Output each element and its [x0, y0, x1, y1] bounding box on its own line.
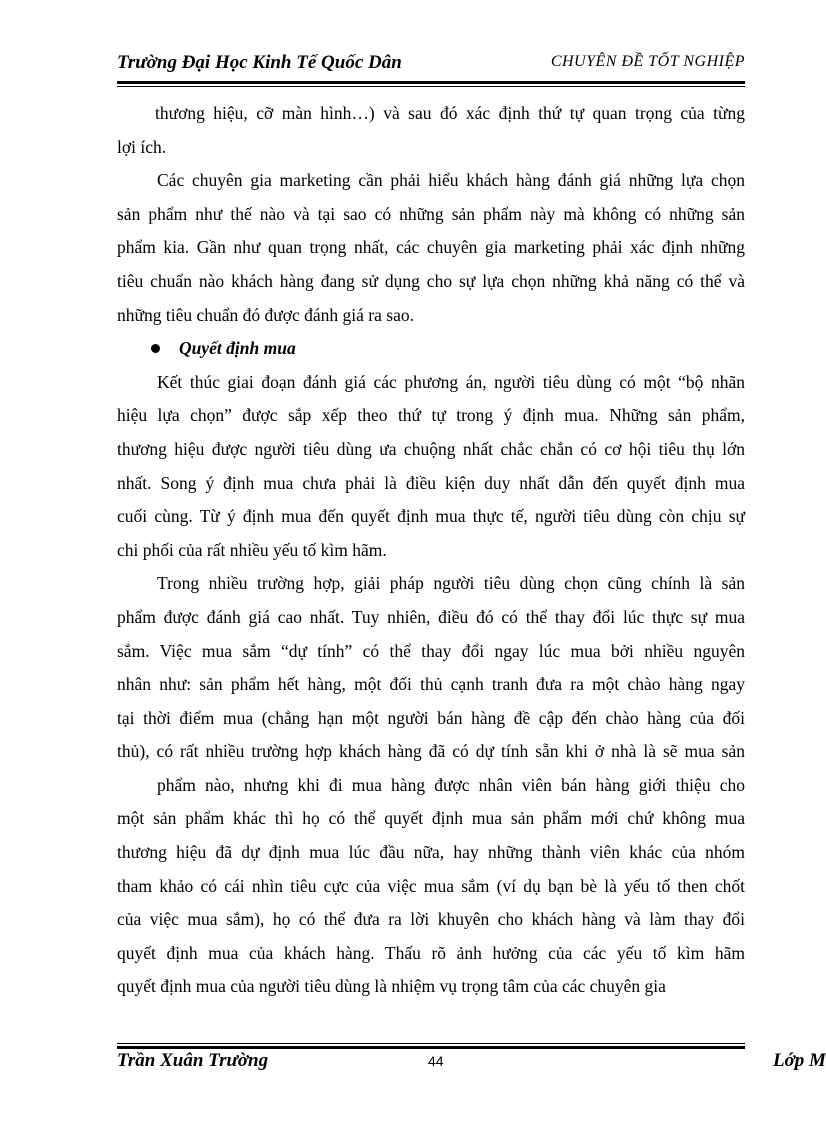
footer-rule-thin	[117, 1043, 745, 1044]
body-text	[117, 97, 745, 1004]
text-line: tiêu chuẩn nào khách hàng đang sử dụng cho sự lựa chọn những khả năng có thể và	[117, 270, 745, 291]
text-line: hiệu lựa chọn” được sắp xếp theo thứ tự trong ý định mua. Những sản phẩm,	[117, 405, 745, 426]
page-header	[117, 50, 745, 80]
header-thesis-title: CHUYÊN ĐỀ TỐT NGHIỆP	[550, 53, 745, 70]
text-line: phẩm kia. Gần như quan trọng nhất, các chuyên gia marketing phải xác định những	[117, 237, 745, 258]
header-university: Trường Đại Học Kinh Tế Quốc Dân	[117, 52, 402, 73]
text-line: cuối cùng. Từ ý định mua đến quyết định mua thực tế, người tiêu dùng còn chịu sự	[117, 506, 745, 527]
bullet-icon	[151, 344, 160, 353]
text-line: thương hiệu, cỡ màn hình…) và sau đó xác định thứ tự quan trọng của từng	[155, 103, 745, 123]
text-line: phẩm được đánh giá cao nhất. Tuy nhiên, điều đó có thể thay đổi lúc thực sự mua	[117, 606, 745, 627]
text-line: phẩm nào, nhưng khi đi mua hàng được nhân viên bán hàng giới thiệu cho	[157, 774, 745, 795]
text-line: những tiêu chuẩn đó được đánh giá ra sao.	[117, 304, 414, 325]
text-line: Kết thúc giai đoạn đánh giá các phương án, người tiêu dùng có một “bộ nhãn	[157, 371, 745, 392]
text-line: nhân như: sản phẩm hết hàng, một đối thủ cạnh tranh đưa ra một chào hàng ngay	[117, 674, 745, 695]
text-line: tại thời điểm mua (chẳng hạn một người bán hàng đề cập đến chào hàng của đối	[117, 707, 745, 728]
section-heading-label: Quyết định mua	[179, 338, 296, 359]
text-line: thương hiệu được người tiêu dùng ưa chuộng nhất chắc chắn có cơ hội tiêu thụ lớn	[117, 438, 745, 459]
text-line: quyết định mua của khách hàng. Thấu rõ ảnh hưởng của các yếu tố kìm hãm	[117, 942, 745, 963]
text-line: của việc mua sắm), họ có thể đưa ra lời khuyên cho khách hàng và làm thay đổi	[117, 909, 745, 930]
text-line: chi phối của rất nhiều yếu tố kìm hãm.	[117, 539, 387, 560]
text-line: nhất. Song ý định mua chưa phải là điều kiện duy nhất dẫn đến quyết định mua	[117, 472, 745, 493]
page-number: 44	[428, 1053, 444, 1069]
text-line: một sản phẩm khác thì họ có thể quyết định mua sản phẩm mới chứ không mua	[117, 808, 745, 829]
text-line: sắm. Việc mua sắm “dự tính” có thể thay đổi ngay lúc mua bởi nhiều nguyên	[117, 640, 745, 661]
text-line: tham khảo có cái nhìn tiêu cực của việc mua sắm (ví dụ bạn bè là yếu tố then chốt	[117, 875, 745, 896]
text-line: thủ), có rất nhiều trường hợp khách hàng đã có dự tính sẵn khi ở nhà là sẽ mua sản	[117, 741, 745, 762]
header-rule-thin	[117, 86, 745, 87]
text-line: lợi ích.	[117, 136, 167, 157]
footer-class: Lớp M	[773, 1050, 826, 1071]
header-rule-thick	[117, 81, 745, 84]
text-line: quyết định mua của người tiêu dùng là nhiệm vụ trọng tâm của các chuyên gia	[117, 976, 666, 997]
page-footer	[117, 1050, 826, 1080]
section-heading	[117, 332, 745, 366]
text-line: Trong nhiều trường hợp, giải pháp người tiêu dùng chọn cũng chính là sản	[157, 573, 745, 594]
footer-author: Trần Xuân Trường	[117, 1050, 269, 1071]
text-line: sản phẩm như thế nào và tại sao có những sản phẩm này mà không có những sản	[117, 203, 745, 224]
text-line: thương hiệu đã dự định mua lúc đầu nữa, hay những thành viên khác của nhóm	[117, 842, 745, 863]
text-line: Các chuyên gia marketing cần phải hiểu khách hàng đánh giá những lựa chọn	[157, 170, 745, 191]
footer-rule-thick	[117, 1046, 745, 1049]
